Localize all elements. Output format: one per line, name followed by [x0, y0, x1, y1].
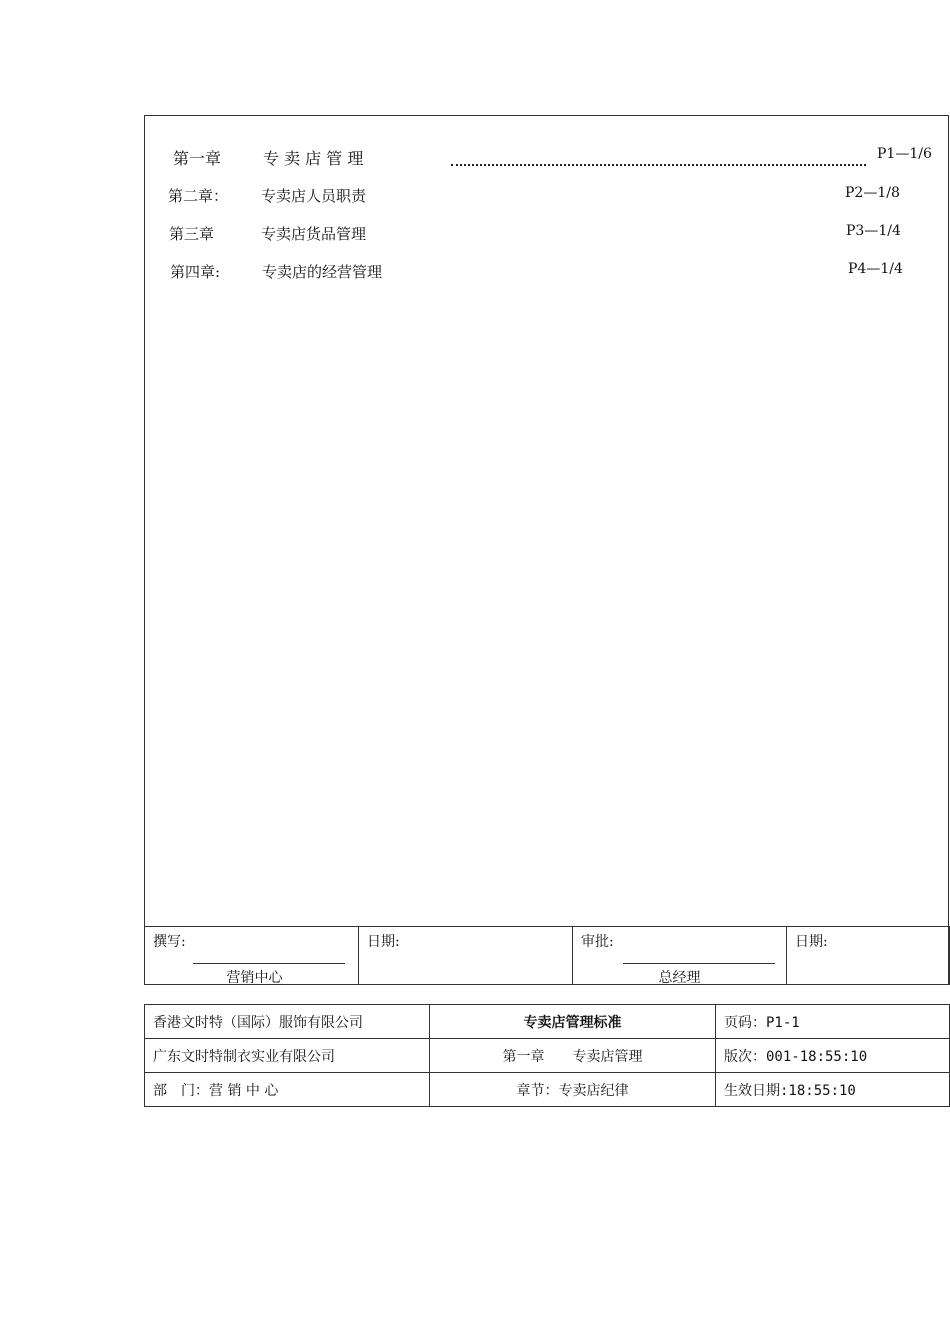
toc-page-ref: P2—1/8: [845, 185, 900, 201]
section-title: 章节：专卖店纪律: [430, 1073, 716, 1107]
writer-department: 营销中心: [226, 970, 283, 986]
signature-table: [144, 926, 950, 985]
writer-cell: [145, 927, 359, 985]
toc-leader-dots: [451, 146, 866, 166]
approve-signature-line: [623, 963, 775, 964]
doc-title: 专卖店管理标准: [430, 1005, 716, 1039]
toc-row-chapter-2: [168, 185, 908, 205]
toc-chapter-title: 专卖店货品管理: [261, 225, 367, 243]
toc-page-ref: P4—1/4: [848, 261, 903, 277]
toc-chapter-title: 专 卖 店 管 理: [263, 149, 364, 168]
toc-chapter-title: 专卖店人员职责: [261, 187, 367, 205]
document-info-table: [144, 1004, 950, 1107]
department: 部 门：营 销 中 心: [145, 1073, 430, 1107]
approve-cell: [573, 927, 787, 985]
document-frame: [144, 115, 949, 985]
approve-label: 审批:: [581, 934, 614, 950]
toc-chapter-label: 第三章: [169, 225, 215, 243]
page-code: 页码：P1-1: [716, 1005, 950, 1039]
date-cell-1: [359, 927, 573, 985]
approver-title: 总经理: [658, 970, 701, 986]
toc-chapter-title: 专卖店的经营管理: [262, 263, 383, 281]
toc-page-ref: P1—1/6: [877, 146, 932, 162]
toc-row-chapter-3: [169, 223, 909, 243]
date-label: 日期:: [795, 934, 828, 950]
toc-chapter-label: 第一章: [173, 149, 222, 168]
writer-signature-line: [193, 963, 345, 964]
writer-label: 撰写:: [153, 934, 186, 950]
toc-row-chapter-1: [173, 146, 932, 168]
toc-row-chapter-4: [170, 261, 910, 281]
version: 版次：001-18:55:10: [716, 1039, 950, 1073]
effective-date: 生效日期:18:55:10: [716, 1073, 950, 1107]
toc-page-ref: P3—1/4: [846, 223, 901, 239]
toc-chapter-label: 第二章：: [168, 187, 229, 205]
toc-chapter-label: 第四章:: [170, 263, 221, 281]
date-cell-2: [787, 927, 950, 985]
chapter-title: 第一章 专卖店管理: [430, 1039, 716, 1073]
company-hk: 香港文时特（国际）服饰有限公司: [145, 1005, 430, 1039]
date-label: 日期:: [367, 934, 400, 950]
company-gd: 广东文时特制衣实业有限公司: [145, 1039, 430, 1073]
